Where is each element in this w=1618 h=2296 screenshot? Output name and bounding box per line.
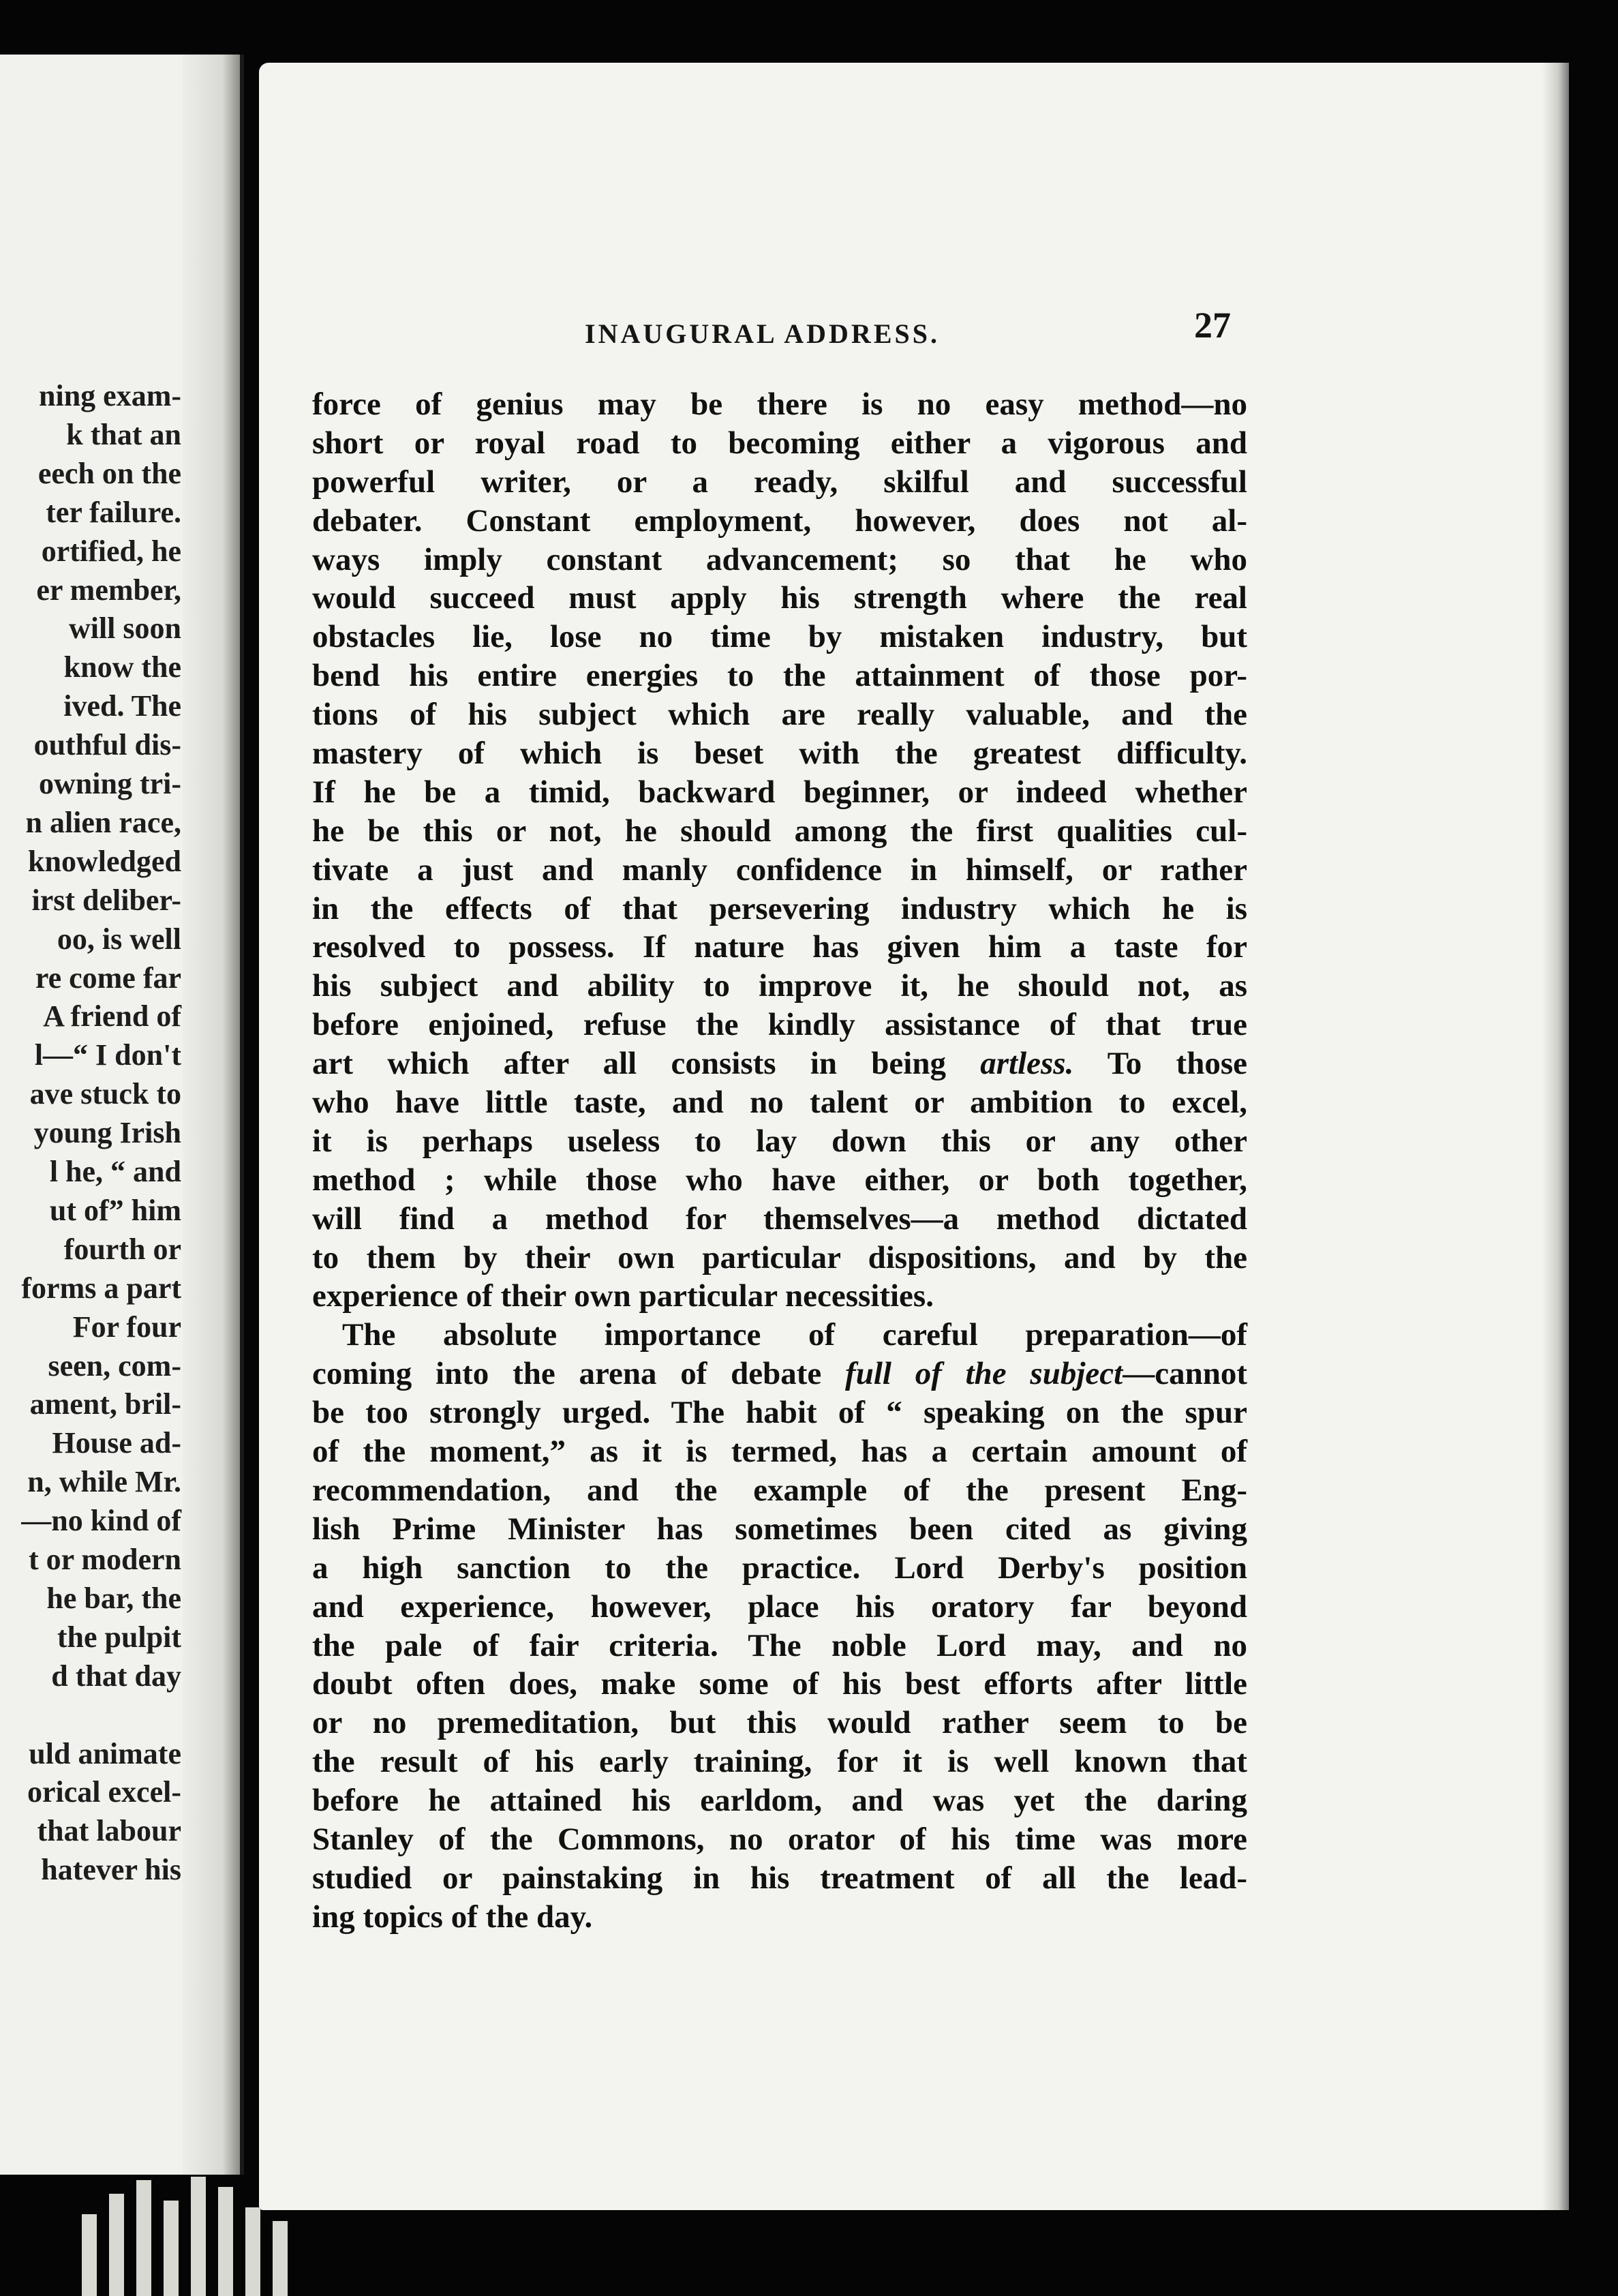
left-page-line: orical excel-	[27, 1775, 181, 1809]
left-page-line: d that day	[51, 1659, 181, 1693]
text-line: force of genius may be there is no easy method—no	[312, 387, 1247, 422]
text-line: resolved to possess. If nature has given him a taste for	[312, 929, 1247, 965]
text-line: experience of their own particular necessities.	[312, 1278, 934, 1314]
page-tab	[82, 2214, 97, 2296]
left-page-line: For four	[72, 1310, 181, 1344]
text-line: bend his entire energies to the attainment of those por-	[312, 658, 1247, 694]
left-page-line: ortified, he	[41, 534, 181, 568]
left-page-line: —no kind of	[21, 1504, 181, 1538]
text-line: method ; while those who have either, or both together,	[312, 1162, 1247, 1198]
left-page-line: irst deliber-	[31, 883, 181, 917]
left-page-line: House ad-	[52, 1426, 181, 1460]
left-page-line: that labour	[37, 1814, 181, 1848]
left-page-line: n alien race,	[25, 805, 181, 839]
left-page-line: seen, com-	[48, 1348, 181, 1383]
left-page-line: A friend of	[43, 999, 181, 1033]
left-page-line: know the	[63, 650, 181, 684]
left-page-line: eech on the	[37, 456, 181, 490]
left-page-line: forms a part	[21, 1271, 181, 1305]
page-tab	[136, 2180, 151, 2296]
left-page-line: er member,	[36, 573, 181, 607]
text-line: who have little taste, and no talent or ambition to excel,	[312, 1085, 1247, 1121]
paragraph-1	[312, 385, 1247, 1316]
left-page-line: oo, is well	[57, 922, 181, 956]
text-line: recommendation, and the example of the present Eng-	[312, 1472, 1247, 1508]
page-tab	[191, 2177, 206, 2296]
text-line: and experience, however, place his oratory far beyond	[312, 1588, 1247, 1625]
left-page-line: ived. The	[63, 689, 181, 723]
text-line: be too strongly urged. The habit of “ speaking on the spur	[312, 1395, 1247, 1431]
text-line: doubt often does, make some of his best efforts after little	[312, 1666, 1247, 1702]
text-line: of the moment,” as it is termed, has a certain amount of	[312, 1434, 1247, 1470]
text-line: tivate a just and manly confidence in himself, or rather	[312, 851, 1247, 888]
text-line: short or royal road to becoming either a vigorous and	[312, 425, 1247, 461]
left-page-line: the pulpit	[57, 1620, 181, 1654]
left-page-line: n, while Mr.	[27, 1465, 181, 1499]
left-page-line: uld animate	[29, 1736, 181, 1770]
text-line: before he attained his earldom, and was yet the daring	[312, 1783, 1247, 1819]
page-number: 27	[1194, 305, 1231, 346]
left-facing-page	[0, 55, 244, 2175]
left-page-line: ter failure.	[46, 495, 181, 529]
page-edge	[1542, 63, 1569, 2210]
text-line: would succeed must apply his strength where the real	[312, 580, 1247, 616]
text-line: coming into the arena of debate full of the subject—cannot	[312, 1356, 1247, 1392]
text-line: studied or painstaking in his treatment of all the lead-	[312, 1860, 1247, 1896]
text-line: ways imply constant advancement; so that he who	[312, 541, 1247, 577]
text-line: powerful writer, or a ready, skilful and successful	[312, 464, 1247, 500]
text-line: lish Prime Minister has sometimes been cited as giving	[312, 1511, 1247, 1547]
left-page-line: will soon	[68, 611, 181, 646]
text-line: If he be a timid, backward beginner, or indeed whether	[312, 774, 1247, 810]
text-line: Stanley of the Commons, no orator of his time was more	[312, 1821, 1247, 1857]
left-page-line: he bar, the	[46, 1581, 181, 1615]
left-page-line: t or modern	[28, 1543, 181, 1576]
page-tab	[245, 2207, 260, 2296]
left-page-line: ning exam-	[39, 379, 181, 412]
running-header: INAUGURAL ADDRESS.	[585, 318, 940, 349]
left-page-line: young Irish	[33, 1116, 181, 1150]
book-gutter	[183, 55, 240, 2175]
left-page-line: l he, “ and	[49, 1155, 181, 1188]
text-line: a high sanction to the practice. Lord Derby's position	[312, 1550, 1247, 1586]
page-tab	[109, 2194, 124, 2296]
page-tab	[273, 2221, 288, 2296]
paragraph-2	[312, 1316, 1247, 1936]
page-tabs	[68, 2168, 368, 2296]
italic-phrase: full of the subject	[845, 1356, 1123, 1392]
left-page-line: k that an	[66, 417, 181, 451]
text-line: art which after all consists in being artless. To those	[312, 1046, 1247, 1082]
text-line: will find a method for themselves—a method dictated	[312, 1200, 1247, 1237]
left-page-line: ut of” him	[49, 1193, 181, 1227]
text-line: tions of his subject which are really valuable, and the	[312, 697, 1247, 733]
left-page-line: hatever his	[41, 1853, 181, 1887]
left-page-line: ament, bril-	[29, 1387, 181, 1421]
text-line: The absolute importance of careful preparation—of	[342, 1317, 1247, 1353]
left-page-line: l—“ I don't	[34, 1038, 181, 1072]
left-page-line: ave stuck to	[29, 1077, 181, 1111]
text-line: the result of his early training, for it is well known that	[312, 1744, 1247, 1780]
left-page-line: outhful dis-	[33, 728, 181, 762]
text-line: he be this or not, he should among the first qualities cul-	[312, 813, 1247, 849]
text-line: the pale of fair criteria. The noble Lord may, and no	[312, 1627, 1247, 1663]
italic-phrase: artless.	[980, 1046, 1074, 1082]
main-text	[312, 385, 1247, 1937]
left-page-line: knowledged	[28, 844, 181, 878]
left-page-line: owning tri-	[39, 767, 181, 800]
page-tab	[164, 2201, 179, 2296]
left-page-line: re come far	[35, 961, 181, 995]
text-line: in the effects of that persevering industry which he is	[312, 890, 1247, 926]
text-line: his subject and ability to improve it, he should not, as	[312, 968, 1247, 1004]
page-tab	[218, 2187, 233, 2296]
text-line: ing topics of the day.	[312, 1899, 593, 1935]
text-line: obstacles lie, lose no time by mistaken industry, but	[312, 619, 1247, 655]
text-line: debater. Constant employment, however, does not al-	[312, 502, 1247, 539]
text-line: to them by their own particular dispositions, and by the	[312, 1239, 1247, 1275]
text-line: it is perhaps useless to lay down this or any other	[312, 1123, 1247, 1159]
text-line: before enjoined, refuse the kindly assistance of that true	[312, 1007, 1247, 1043]
left-page-line: fourth or	[63, 1232, 181, 1266]
text-line: or no premeditation, but this would rather seem to be	[312, 1705, 1247, 1741]
text-line: mastery of which is beset with the greatest difficulty.	[312, 736, 1247, 772]
